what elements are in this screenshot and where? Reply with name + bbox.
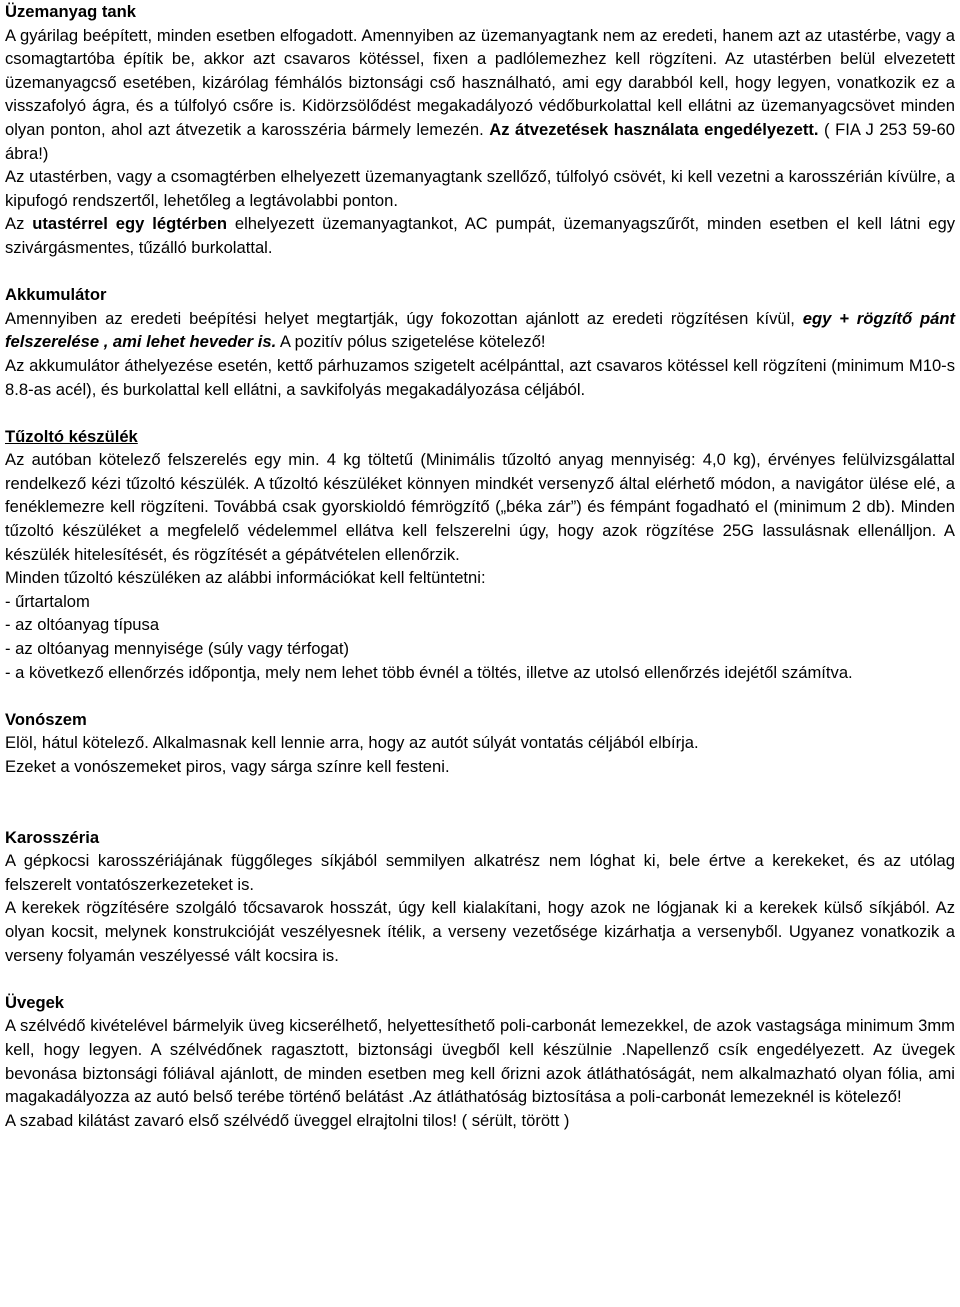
fuel-tank-paragraph-3 (5, 212, 955, 259)
battery-p1-emphasis: egy + rögzítő pánt felszerelése , ami lehet heveder is. (5, 308, 955, 352)
fuel-tank-bold-note: Az átvezetések használata engedélyezett. (489, 119, 819, 139)
list-item: - az oltóanyag típusa (5, 615, 160, 635)
heading-fuel-tank: Üzemanyag tank (5, 2, 136, 21)
body-paragraph-1: A gépkocsi karosszériájának függőleges síkjából semmilyen alkatrész nem lóghat ki, bele értve a kerekeket, és az utólag felszerelt vontatószerkezeteket is. (5, 851, 955, 894)
section-tow-hook (5, 708, 955, 779)
list-item: - a következő ellenőrzés időpontja, mely nem lehet több évnél a töltés, illetve az utolsó ellenőrzés idejétől számítva. (5, 662, 853, 682)
spacer (5, 779, 955, 826)
fuel-tank-p3-bold: utastérrel egy légtérben (32, 214, 227, 234)
section-fuel-tank (5, 0, 955, 260)
glass-paragraph-1: A szélvédő kivételével bármelyik üveg kicserélhető, helyettesíthető poli-carbonát lemezekkel, de azok vastagsága minimum 3mm kell, hogy legyen. A szélvédőnek ragasztott, biztonsági üvegből kell készülnie .Napellenző csík engedélyezett. Az üvegek bevonása biztonsági fóliával ajánlott, de minden esetben meg kell őrizni azok átláthatóságát, nem alkalmazható olyan fólia, ami magakadályozza az autó belső terébe történő belátást .Az átláthatóság biztosítása a poli-carbonát lemezeknél is kötelező! (5, 1016, 955, 1107)
battery-paragraph-2: Az akkumulátor áthelyezése esetén, kettő párhuzamos szigetelt acélpánttal, azt csavaros kötéssel kell rögzíteni (minimum M10-s 8.8-as acél), és burkolattal kell ellátni, a savkifolyás megakadályozása céljából. (5, 355, 955, 399)
body-paragraph-2: A kerekek rögzítésére szolgáló tőcsavarok hosszát, úgy kell kialakítani, hogy azok ne lógjanak ki a kerekek külső síkjából. Az olyan kocsit, melynek konstrukcióját veszélyesnek ítélik, a verseny vezetősége kizárhatja a versenyből. Ugyanez vonatkozik a verseny folyamán veszélyessé vált kocsira is. (5, 898, 955, 965)
glass-paragraph-2: A szabad kilátást zavaró első szélvédő üveggel elrajtolni tilos! ( sérült, törött ) (5, 1110, 570, 1130)
extinguisher-paragraph-2: Minden tűzoltó készüléken az alábbi információkat kell feltüntetni: (5, 568, 486, 588)
list-item: - űrtartalom (5, 591, 90, 611)
section-extinguisher (5, 425, 955, 685)
fuel-tank-figure-ref: ( FIA J 253 59-60 ábra!) (5, 119, 955, 163)
heading-battery: Akkumulátor (5, 285, 107, 305)
spacer (5, 401, 955, 425)
fuel-tank-paragraph-1 (5, 24, 955, 166)
fuel-tank-paragraph-2: Az utastérben, vagy a csomagtérben elhelyezett üzemanyagtank szellőző, túlfolyó csövét, ki kell vezetni a karosszérián kívülre, a kipufogó rendszertől, lehetőleg a legtávolabbi ponton. (5, 167, 955, 210)
fuel-tank-text: A gyárilag beépített, minden esetben elfogadott. Amennyiben az üzemanyagtank nem az eredeti, hanem azt az utastérbe, vagy a csomagtartóba építik be, akkor azt csavaros kötéssel, fixen a padlólemezhez kell rögzíteni. Az utastérben belül elvezetett üzemanyagcső esetében, kizárólag fémhálós biztonsági cső használható, ami egy darabból kell, hogy legyen, vonatkozik ez a visszafolyó ágra, és a túlfolyó csőre is. Kidörzsölődést megakadályozó védőburkolattal kell ellátni az üzemanyagcsövet minden olyan ponton, ahol azt átvezetik a karosszéria bármely lemezén. (5, 25, 955, 139)
battery-paragraph-1 (5, 307, 955, 354)
section-glass (5, 991, 955, 1133)
heading-glass: Üvegek (5, 992, 65, 1012)
battery-p1-start: Amennyiben az eredeti beépítési helyet megtartják, úgy fokozottan ajánlott az eredeti rögzítésen kívül, (5, 308, 803, 328)
spacer (5, 260, 955, 284)
list-item: - az oltóanyag mennyisége (súly vagy térfogat) (5, 639, 350, 659)
section-body (5, 826, 955, 968)
heading-body: Karosszéria (5, 827, 100, 847)
spacer (5, 967, 955, 991)
heading-extinguisher: Tűzoltó készülék (5, 426, 138, 446)
extinguisher-paragraph-1: Az autóban kötelező felszerelés egy min. 4 kg töltetű (Minimális tűzoltó anyag mennyiség: 4,0 kg), érvényes felülvizsgálattal rendelkező kézi tűzoltó készülék. A tűzoltó készüléket könnyen mindkét versenyző által elérhető módon, a navigátor ülése elé, a fenéklemezre kell rögzíteni. Továbbá csak gyorskioldó fémrögzítő („béka zár”) és fémpánt fogadható el (minimum 2 db). Minden tűzoltó készüléket a megfelelő védelemmel ellátva kell felszerelni úgy, hogy azok rögzítése 25G lassulásnak ellenálljon. A készülék hitelesítését, és rögzítését a gépátvételen ellenőrzik. (5, 450, 955, 564)
spacer (5, 684, 955, 708)
battery-p1-end: A pozitív pólus szigetelése kötelező! (276, 332, 546, 352)
fuel-tank-p3-start: Az (5, 214, 33, 234)
section-battery (5, 283, 955, 401)
tow-hook-paragraph-2: Ezeket a vonószemeket piros, vagy sárga színre kell festeni. (5, 757, 450, 776)
fuel-tank-p3-end: elhelyezett üzemanyagtankot, AC pumpát, üzemanyagszűrőt, minden esetben el kell látni egy szivárgásmentes, tűzálló burkolattal. (5, 214, 955, 257)
tow-hook-paragraph-1: Elöl, hátul kötelező. Alkalmasnak kell lennie arra, hogy az autót súlyát vontatás céljából elbírja. (5, 733, 699, 753)
heading-tow-hook: Vonószem (5, 709, 87, 729)
